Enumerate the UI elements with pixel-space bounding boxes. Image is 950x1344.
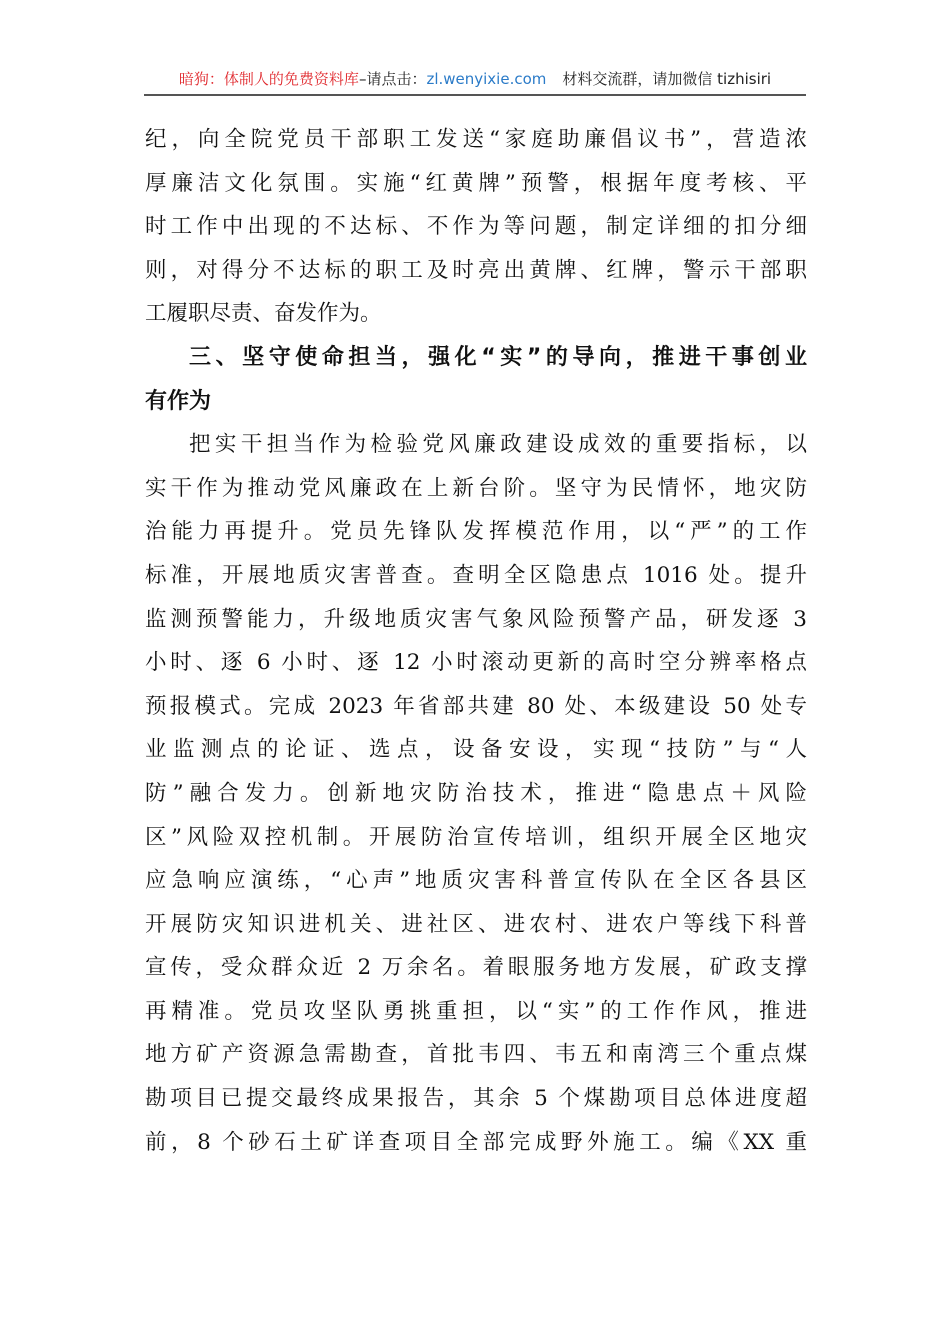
text-line: 区”风险双控机制。开展防治宣传培训，组织开展全区地灾 — [145, 824, 807, 850]
section-heading — [145, 336, 807, 423]
paragraph-2 — [145, 423, 807, 1164]
document-body — [145, 118, 807, 1164]
text-line: 则，对得分不达标的职工及时亮出黄牌、红牌，警示干部职 — [145, 257, 807, 283]
text-line: 宣传，受众群众近 2 万余名。着眼服务地方发展，矿政支撑 — [145, 955, 807, 981]
text-line: 勘项目已提交最终成果报告，其余 5 个煤勘项目总体进度超 — [145, 1086, 807, 1112]
text-line: 预报模式。完成 2023 年省部共建 80 处、本级建设 50 处专 — [145, 693, 807, 719]
text-line: 治能力再提升。党员先锋队发挥模范作用，以“严”的工作 — [145, 519, 807, 545]
text-line: 开展防灾知识进机关、进社区、进农村、进农户等线下科普 — [145, 911, 807, 937]
text-line: 监测预警能力，升级地质灾害气象风险预警产品，研发逐 3 — [145, 606, 807, 632]
text-line: 再精准。党员攻坚队勇挑重担，以“实”的工作作风，推进 — [145, 998, 807, 1024]
text-line: 地方矿产资源急需勘查，首批韦四、韦五和南湾三个重点煤 — [145, 1042, 807, 1068]
header-click-prompt: –请点击： — [358, 70, 427, 88]
paragraph-1 — [145, 118, 807, 336]
text-line: 应急响应演练，“心声”地质灾害科普宣传队在全区各县区 — [145, 868, 807, 894]
heading-line: 有作为 — [145, 388, 212, 414]
header-brand: 暗狗：体制人的免费资料库 — [178, 70, 359, 88]
text-line: 小时、逐 6 小时、逐 12 小时滚动更新的高时空分辨率格点 — [145, 650, 807, 676]
header-link[interactable]: zl.wenyixie.com — [426, 70, 547, 88]
text-line: 纪，向全院党员干部职工发送“家庭助廉倡议书”，营造浓 — [145, 127, 807, 152]
text-line: 防”融合发力。创新地灾防治技术，推进“隐患点＋风险 — [145, 780, 807, 806]
text-line: 时工作中出现的不达标、不作为等问题，制定详细的扣分细 — [145, 214, 807, 240]
page-header — [144, 66, 806, 96]
text-line: 实干作为推动党风廉政在上新台阶。坚守为民情怀，地灾防 — [145, 475, 807, 501]
text-line: 把实干担当作为检验党风廉政建设成效的重要指标，以 — [189, 432, 807, 458]
text-line: 工履职尽责、奋发作为。 — [145, 301, 382, 327]
heading-line: 三、坚守使命担当，强化“实”的导向，推进干事创业 — [189, 344, 807, 370]
text-line: 业监测点的论证、选点，设备安设，实现“技防”与“人 — [145, 737, 807, 763]
text-line: 厚廉洁文化氛围。实施“红黄牌”预警，根据年度考核、平 — [145, 170, 807, 196]
text-line: 前，8 个砂石土矿详查项目全部完成野外施工。编《XX 重 — [145, 1129, 807, 1155]
text-line: 标准，开展地质灾害普查。查明全区隐患点 1016 处。提升 — [145, 562, 807, 588]
header-group-text: 材料交流群，请加微信 tizhisiri — [562, 70, 772, 88]
